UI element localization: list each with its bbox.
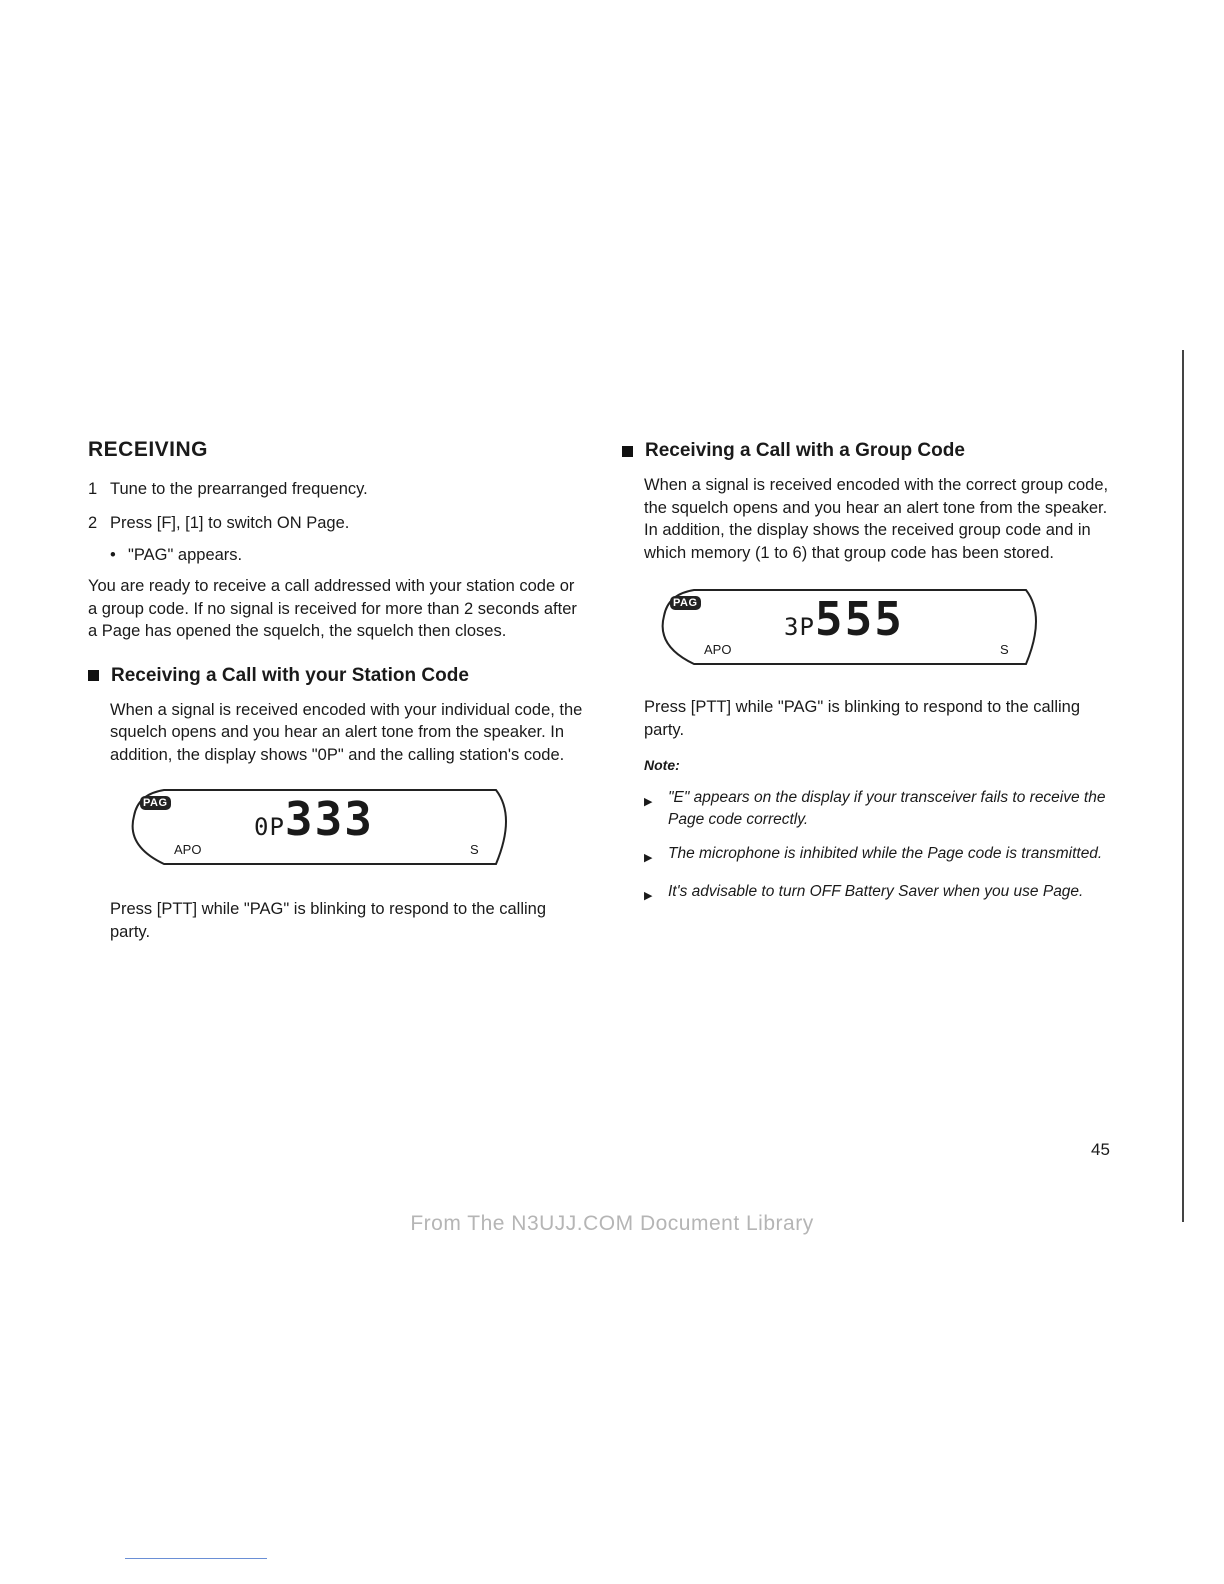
note-text: It's advisable to turn OFF Battery Saver when you use Page. xyxy=(668,883,1084,900)
pag-badge: PAG xyxy=(140,796,171,810)
lcd-code: 333 xyxy=(284,792,374,846)
step-text: Press [F], [1] to switch ON Page. xyxy=(110,514,350,532)
s-indicator: S xyxy=(1000,642,1009,657)
footer-watermark: From The N3UJJ.COM Document Library xyxy=(410,1212,814,1235)
receiving-heading: RECEIVING xyxy=(88,438,209,461)
note-item xyxy=(644,787,1122,831)
s-indicator: S xyxy=(470,842,479,857)
bottom-rule xyxy=(125,1558,267,1559)
triangle-bullet-icon: ▶ xyxy=(644,796,653,808)
note-item xyxy=(644,881,1122,907)
note-text: The microphone is inhibited while the Page code is transmitted. xyxy=(668,845,1103,862)
station-code-paragraph: When a signal is received encoded with your individual code, the squelch opens and you hear an alert tone from the speaker. In addition, the display shows "0P" and the calling station's code. xyxy=(110,700,583,764)
page-number: 45 xyxy=(1091,1140,1110,1159)
group-code-paragraph: When a signal is received encoded with the correct group code, the squelch opens and you hear an alert tone from the speaker. In addition, the display shows the received group code and in which memory (1 to 6) that group code has been stored. xyxy=(644,476,1109,562)
page-edge-rule xyxy=(1182,350,1184,1222)
ptt-paragraph-right: Press [PTT] while "PAG" is blinking to respond to the calling party. xyxy=(644,698,1081,739)
bullet-text: "PAG" appears. xyxy=(128,546,243,564)
lcd-readout xyxy=(254,792,374,850)
apo-indicator: APO xyxy=(704,642,732,657)
group-code-heading-text: Receiving a Call with a Group Code xyxy=(645,440,965,461)
apo-indicator: APO xyxy=(174,842,202,857)
note-item xyxy=(644,843,1122,869)
bullet-item xyxy=(110,546,588,565)
pag-badge: PAG xyxy=(670,596,701,610)
lcd-prefix: 0P xyxy=(254,813,285,841)
note-text: "E" appears on the display if your transceiver fails to receive the Page code correctly. xyxy=(668,789,1106,828)
receiving-paragraph: You are ready to receive a call addressed with your station code or a group code. If no signal is received for more than 2 seconds after a Page has opened the squelch, the squelch then closes. xyxy=(88,577,577,640)
group-code-heading xyxy=(622,440,1122,462)
lcd-display-group xyxy=(654,586,1044,668)
triangle-bullet-icon: ▶ xyxy=(644,852,653,864)
right-column xyxy=(622,438,1122,919)
lcd-prefix: 3P xyxy=(784,613,815,641)
station-code-section xyxy=(88,699,588,944)
lcd-display-station xyxy=(124,786,514,868)
lcd-code: 555 xyxy=(814,592,904,646)
step-1 xyxy=(88,478,588,500)
station-code-heading xyxy=(88,665,588,687)
square-bullet-icon xyxy=(88,670,99,681)
left-column xyxy=(88,438,588,943)
step-number: 2 xyxy=(88,514,98,532)
square-bullet-icon xyxy=(622,446,633,457)
triangle-bullet-icon: ▶ xyxy=(644,890,653,902)
step-number: 1 xyxy=(88,480,98,498)
step-text: Tune to the prearranged frequency. xyxy=(110,480,368,498)
ptt-paragraph-left: Press [PTT] while "PAG" is blinking to respond to the calling party. xyxy=(110,900,547,941)
group-code-section xyxy=(622,474,1122,907)
station-code-heading-text: Receiving a Call with your Station Code xyxy=(111,664,469,686)
lcd-readout xyxy=(784,592,904,650)
bullet-dot-icon: • xyxy=(110,546,116,564)
step-2 xyxy=(88,512,588,534)
note-label: Note: xyxy=(644,757,680,773)
